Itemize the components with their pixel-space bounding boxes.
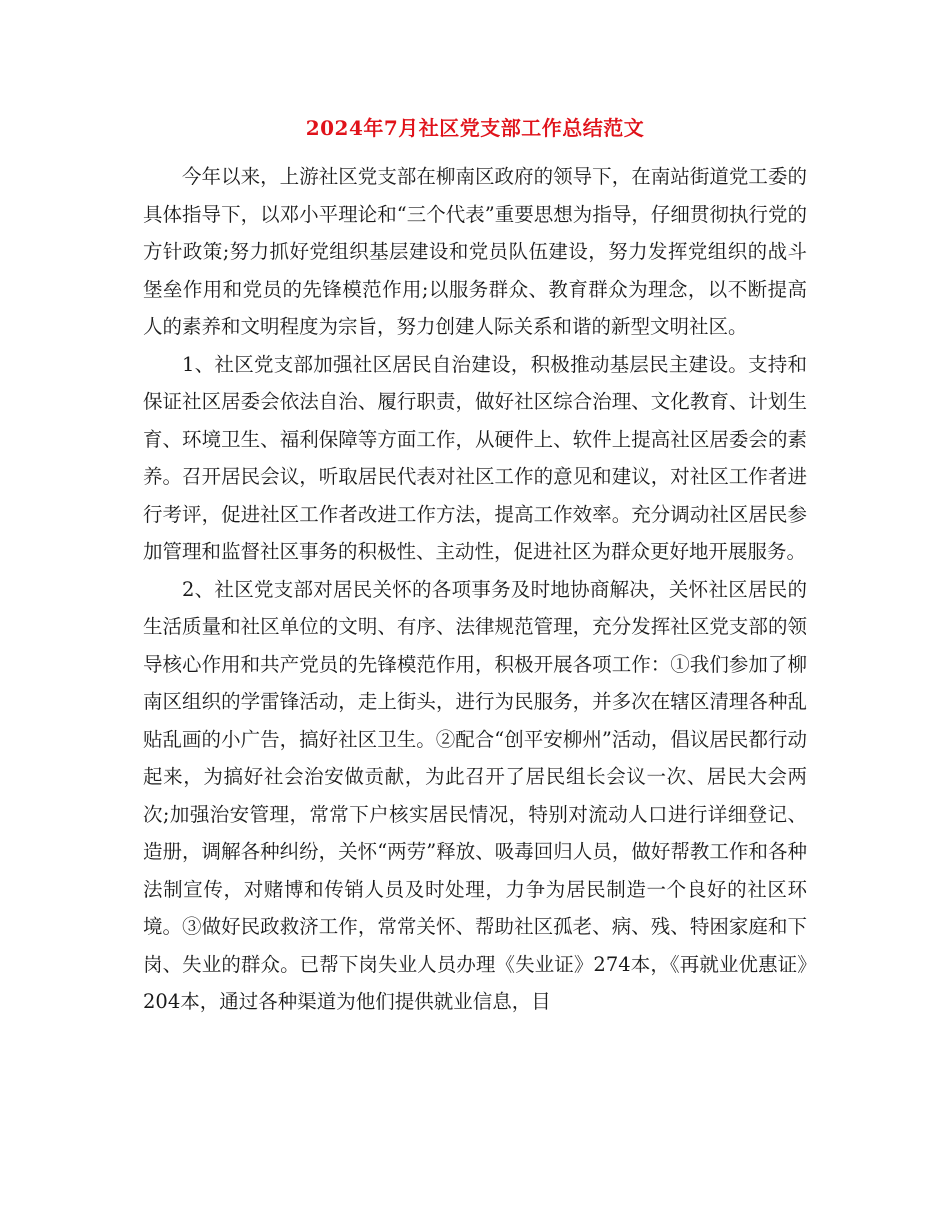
paragraph-section-2: 2、社区党支部对居民关怀的各项事务及时地协商解决，关怀社区居民的生活质量和社区单位的文明、有序、法律规范管理，充分发挥社区党支部的领导核心作用和共产党员的先锋模范作用，积极开展各项工作：①我们参加了柳南区组织的学雷锋活动，走上街头，进行为民服务，并多次在辖区清理各种乱贴乱画的小广告，搞好社区卫生。②配合“创平安柳州”活动，倡议居民都行动起来，为搞好社会治安做贡献，为此召开了居民组长会议一次、居民大会两次;加强治安管理，常常下户核实居民情况，特别对流动人口进行详细登记、造册，调解各种纠纷，关怀“两劳”释放、吸毒回归人员，做好帮教工作和各种法制宣传，对赌博和传销人员及时处理，力争为居民制造一个良好的社区环境。③做好民政救济工作，常常关怀、帮助社区孤老、病、残、特困家庭和下岗、失业的群众。已帮下岗失业人员办理《失业证》274本，《再就业优惠证》204本，通过各种渠道为他们提供就业信息，目 (143, 577, 807, 1013)
paragraph-intro: 今年以来，上游社区党支部在柳南区政府的领导下，在南站街道党工委的具体指导下，以邓小平理论和“三个代表”重要思想为指导，仔细贯彻执行党的方针政策;努力抓好党组织基层建设和党员队伍建设，努力发挥党组织的战斗堡垒作用和党员的先锋模范作用;以服务群众、教育群众为理念，以不断提高人的素养和文明程度为宗旨，努力创建人际关系和谐的新型文明社区。 (143, 165, 807, 338)
document-title: 2024年7月社区党支部工作总结范文 (305, 116, 645, 140)
document-body (143, 158, 807, 1021)
paragraph-section-1: 1、社区党支部加强社区居民自治建设，积极推动基层民主建设。支持和保证社区居委会依法自治、履行职责，做好社区综合治理、文化教育、计划生育、环境卫生、福利保障等方面工作，从硬件上、软件上提高社区居委会的素养。召开居民会议，听取居民代表对社区工作的意见和建议，对社区工作者进行考评，促进社区工作者改进工作方法，提高工作效率。充分调动社区居民参加管理和监督社区事务的积极性、主动性，促进社区为群众更好地开展服务。 (143, 352, 807, 563)
